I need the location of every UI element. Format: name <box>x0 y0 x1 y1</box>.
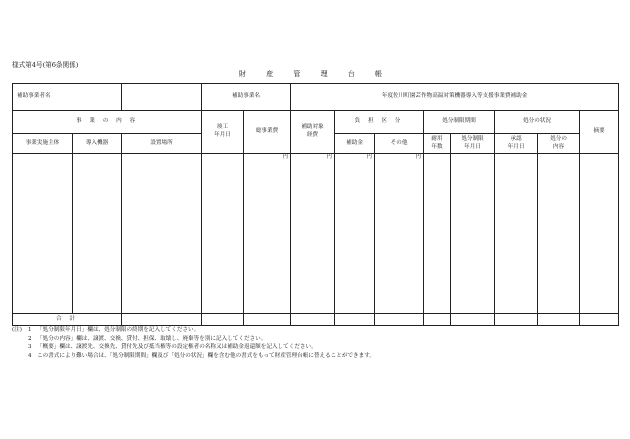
note-text: この書式により難い場合は、「処分制限期間」欄及び「処分の状況」欄を含む他の書式をもって財産管理台帳に替えることができます。 <box>37 352 375 359</box>
disposal-content-cell[interactable] <box>538 154 580 314</box>
total-cell <box>495 314 538 326</box>
other-total-cell[interactable] <box>375 314 424 326</box>
property-ledger-table <box>12 83 619 326</box>
total-cell <box>451 314 495 326</box>
disposal-content-header: 処分の 内容 <box>538 134 580 154</box>
equipment-header: 導入機器 <box>73 134 122 154</box>
remarks-header: 摘要 <box>580 111 619 154</box>
total-cell <box>538 314 580 326</box>
note-number: 1 <box>28 327 32 333</box>
subsidy-name-value: 年度佐川町園芸作物高温対策機器導入等支援事業費補助金 <box>291 84 619 111</box>
burden-group-header: 負 担 区 分 <box>335 111 424 134</box>
form-number: 様式第4号(第6条関係) <box>12 61 79 69</box>
equipment-cell[interactable] <box>73 154 122 314</box>
completion-date-header: 竣工 年月日 <box>202 111 244 154</box>
remarks-cell[interactable] <box>580 154 619 314</box>
eligible-cost-cell[interactable] <box>291 154 335 314</box>
total-cell <box>202 314 244 326</box>
other-cell[interactable] <box>375 154 424 314</box>
approval-date-cell[interactable] <box>495 154 538 314</box>
location-header: 設置場所 <box>122 134 202 154</box>
location-cell[interactable] <box>122 154 202 314</box>
total-cell <box>122 314 202 326</box>
disposal-limit-date-header: 処分制限 年月日 <box>451 134 495 154</box>
subsidy-total-cell[interactable] <box>335 314 375 326</box>
content-group-header: 事 業 の 内 容 <box>13 111 202 134</box>
disposal-period-group-header: 処分制限期間 <box>424 111 495 134</box>
approval-date-header: 承認 年月日 <box>495 134 538 154</box>
yen-unit: 円 <box>282 154 289 160</box>
subsidy-name-label: 補助事業名 <box>202 84 291 111</box>
total-cost-header: 総事業費 <box>244 111 291 154</box>
disposal-status-group-header: 処分の状況 <box>495 111 580 134</box>
total-cost-total-cell[interactable] <box>244 314 291 326</box>
notes <box>12 326 622 360</box>
table-row <box>13 154 619 314</box>
useful-years-header: 耐用 年数 <box>424 134 451 154</box>
operator-cell[interactable] <box>13 154 73 314</box>
note-text: 「概要」欄は、譲渡先、交換先、貸付先及び抵当権等の設定権者の名称又は補助金返還額を記入してください。 <box>37 344 317 351</box>
total-cost-cell[interactable] <box>244 154 291 314</box>
yen-unit: 円 <box>326 154 333 160</box>
note-number: 3 <box>28 344 32 351</box>
header-row-groups <box>13 111 619 134</box>
total-label: 合 計 <box>13 314 122 326</box>
note-item <box>12 343 622 352</box>
completion-date-cell[interactable] <box>202 154 244 314</box>
note-item <box>12 326 622 335</box>
project-name-value[interactable] <box>122 84 202 111</box>
eligible-cost-total-cell[interactable] <box>291 314 335 326</box>
note-item <box>12 352 622 361</box>
note-number: 2 <box>28 335 32 342</box>
note-text: 「処分制限年月日」欄は、処分制限の終期を記入してください。 <box>37 327 200 333</box>
yen-unit: 円 <box>415 154 422 160</box>
total-cell <box>424 314 451 326</box>
subsidy-cell[interactable] <box>335 154 375 314</box>
notes-lead: (注) <box>12 327 22 333</box>
useful-years-cell[interactable] <box>424 154 451 314</box>
note-item <box>12 335 622 344</box>
header-row-project <box>13 84 619 111</box>
total-cell <box>580 314 619 326</box>
note-text: 「処分の内容」欄は、譲渡、交換、貸付、担保、取壊し、廃棄等を別に記入してください。 <box>37 335 267 342</box>
eligible-cost-header: 補助対象 経費 <box>291 111 335 154</box>
note-number: 4 <box>28 352 32 359</box>
total-row <box>13 314 619 326</box>
disposal-limit-date-cell[interactable] <box>451 154 495 314</box>
subsidy-header: 補助金 <box>335 134 375 154</box>
project-name-label: 補助事業者名 <box>13 84 122 111</box>
page-title: 財 産 管 理 台 帳 <box>238 70 392 78</box>
operator-header: 事業実施主体 <box>13 134 73 154</box>
other-header: その他 <box>375 134 424 154</box>
yen-unit: 円 <box>366 154 373 160</box>
